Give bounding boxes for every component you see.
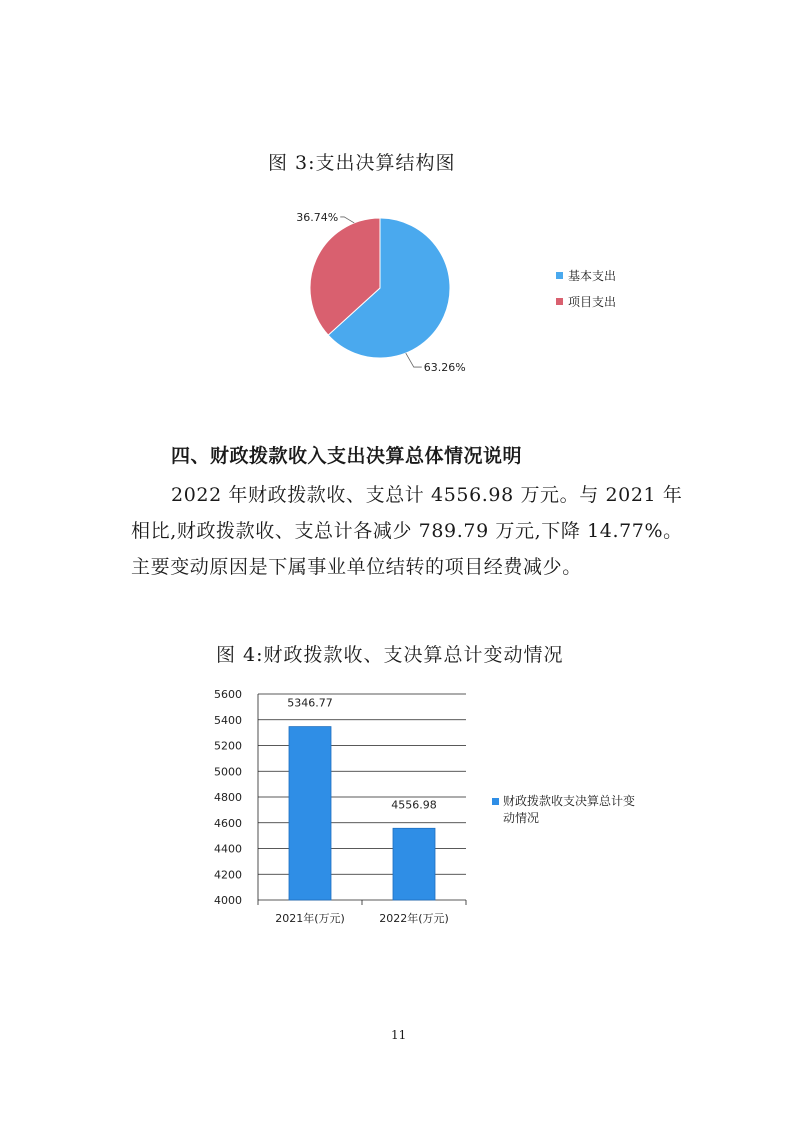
bar-legend xyxy=(492,793,642,827)
bar-data-label: 5346.77 xyxy=(287,696,333,710)
pie-legend-item xyxy=(556,291,616,311)
section-heading: 四、财政拨款收入支出决算总体情况说明 xyxy=(171,445,523,467)
legend-label-series: 财政拨款收支决算总计变动情况 xyxy=(503,794,636,825)
legend-swatch xyxy=(556,298,563,305)
pie-legend xyxy=(556,265,616,311)
pie-legend-item xyxy=(556,265,616,285)
pie-label-basic: 63.26% xyxy=(423,361,466,375)
legend-swatch xyxy=(556,272,563,279)
x-category-label: 2021年(万元) xyxy=(275,912,345,925)
bar-legend-item xyxy=(492,793,642,827)
x-category-label: 2022年(万元) xyxy=(379,912,449,925)
figure3-title: 图 3:支出决算结构图 xyxy=(268,152,456,174)
figure4-title: 图 4:财政拨款收、支决算总计变动情况 xyxy=(216,644,564,666)
y-tick-label: 4200 xyxy=(214,868,242,882)
legend-label-basic: 基本支出 xyxy=(568,268,617,283)
y-tick-label: 4400 xyxy=(214,842,242,856)
y-tick-label: 4600 xyxy=(214,816,242,830)
bar xyxy=(289,727,331,900)
y-tick-label: 5600 xyxy=(214,688,242,701)
y-tick-label: 5400 xyxy=(214,713,242,727)
bar-chart xyxy=(200,680,490,930)
leader-line xyxy=(340,217,354,223)
pie-chart xyxy=(250,200,540,380)
page-number: 11 xyxy=(391,1028,407,1042)
pie-label-project: 36.74% xyxy=(296,210,339,224)
y-tick-label: 4000 xyxy=(214,894,242,907)
paragraph-line-2: 相比,财政拨款收、支总计各减少 789.79 万元,下降 14.77%。 xyxy=(131,520,683,542)
bar xyxy=(393,828,435,900)
y-tick-label: 5000 xyxy=(214,765,242,779)
paragraph-line-3: 主要变动原因是下属事业单位结转的项目经费减少。 xyxy=(131,556,582,578)
bar-data-label: 4556.98 xyxy=(391,798,437,812)
paragraph-line-1: 2022 年财政拨款收、支总计 4556.98 万元。与 2021 年 xyxy=(171,484,683,506)
leader-line xyxy=(406,353,422,367)
y-tick-label: 5200 xyxy=(214,739,242,753)
legend-swatch xyxy=(492,798,499,805)
legend-label-project: 项目支出 xyxy=(568,294,617,309)
y-tick-label: 4800 xyxy=(214,791,242,804)
